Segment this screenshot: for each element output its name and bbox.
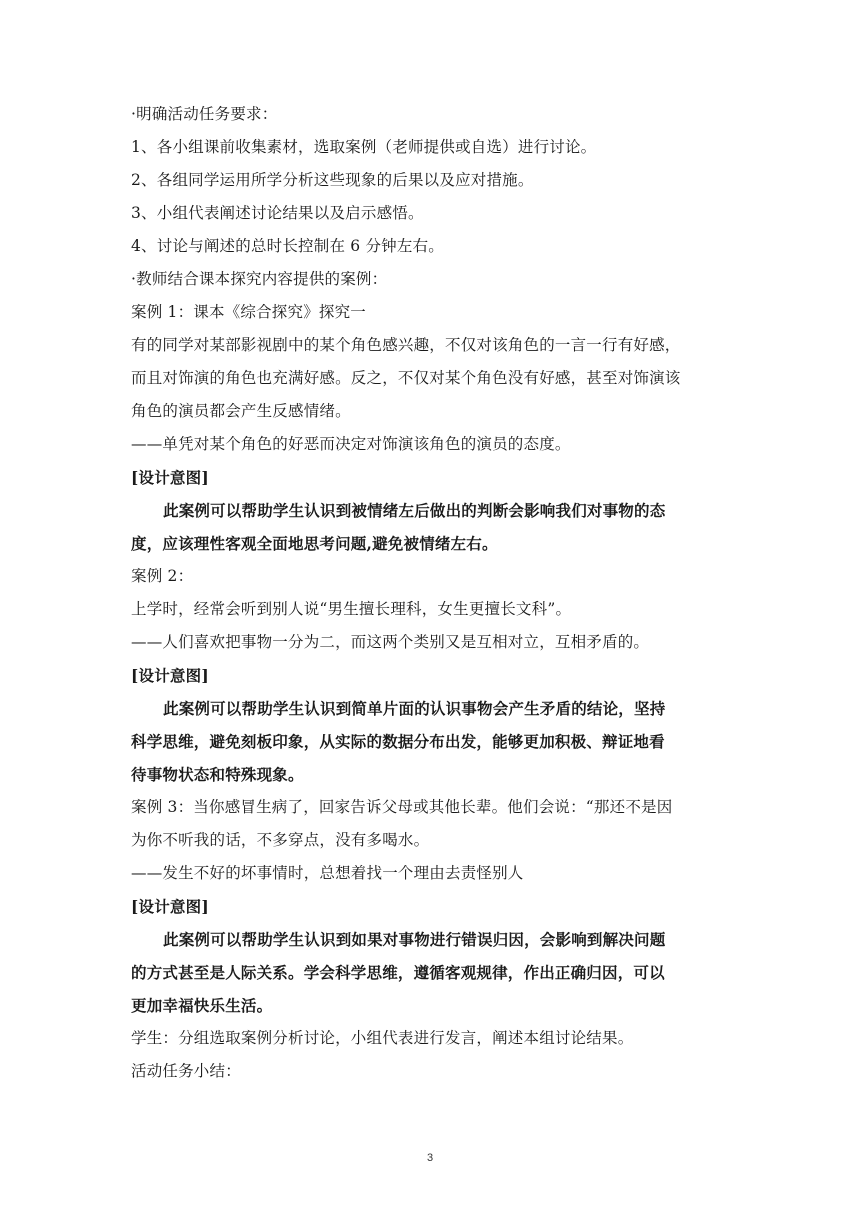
design-intent-heading: [设计意图]	[131, 666, 209, 685]
case-1-title: 案例 1：课本《综合探究》探究一	[131, 303, 366, 321]
design-intent-text: 此案例可以帮助学生认识到如果对事物进行错误归因，会影响到解决问题	[163, 930, 666, 949]
case-1-text: 而且对饰演的角色也充满好感。反之，不仅对某个角色没有好感，甚至对饰演该	[131, 369, 681, 387]
design-intent-text: 待事物状态和特殊现象。	[131, 765, 304, 784]
design-intent-heading: [设计意图]	[131, 897, 209, 916]
bullet-teacher-cases: ·教师结合课本探究内容提供的案例：	[131, 270, 388, 288]
page-body	[131, 98, 731, 1088]
design-intent-heading: [设计意图]	[131, 468, 209, 487]
requirement-1: 1、各小组课前收集素材，选取案例（老师提供或自选）进行讨论。	[131, 138, 597, 156]
design-intent-text: 的方式甚至是人际关系。学会科学思维，遵循客观规律，作出正确归因，可以	[131, 963, 665, 982]
design-intent-text: 此案例可以帮助学生认识到简单片面的认识事物会产生矛盾的结论，坚持	[163, 699, 666, 718]
requirement-4: 4、讨论与阐述的总时长控制在 6 分钟左右。	[131, 237, 444, 255]
case-2-title: 案例 2：	[131, 567, 194, 585]
design-intent-text: 科学思维，避免刻板印象，从实际的数据分布出发，能够更加积极、辩证地看	[131, 732, 665, 751]
student-activity: 学生：分组选取案例分析讨论，小组代表进行发言，阐述本组讨论结果。	[131, 1029, 634, 1047]
requirement-2: 2、各组同学运用所学分析这些现象的后果以及应对措施。	[131, 171, 534, 189]
case-1-summary: ——单凭对某个角色的好恶而决定对饰演该角色的演员的态度。	[131, 435, 571, 453]
activity-summary-heading: 活动任务小结：	[131, 1062, 241, 1080]
bullet-task-requirements: ·明确活动任务要求：	[131, 105, 278, 123]
design-intent-text: 更加幸福快乐生活。	[131, 996, 273, 1015]
requirement-3: 3、小组代表阐述讨论结果以及启示感悟。	[131, 204, 424, 222]
case-3-text: 为你不听我的话，不多穿点，没有多喝水。	[131, 831, 430, 849]
case-1-text: 有的同学对某部影视剧中的某个角色感兴趣，不仅对该角色的一言一行有好感，	[131, 336, 681, 354]
page-number: 3	[426, 1152, 434, 1164]
design-intent-text: 此案例可以帮助学生认识到被情绪左后做出的判断会影响我们对事物的态	[163, 501, 666, 520]
case-2-text: 上学时，经常会听到别人说“男生擅长理科，女生更擅长文科”。	[131, 600, 572, 618]
case-3-text: 案例 3：当你感冒生病了，回家告诉父母或其他长辈。他们会说：“那还不是因	[131, 798, 673, 816]
case-1-text: 角色的演员都会产生反感情绪。	[131, 402, 351, 420]
case-3-summary: ——发生不好的坏事情时，总想着找一个理由去责怪别人	[131, 864, 524, 882]
case-2-summary: ——人们喜欢把事物一分为二，而这两个类别又是互相对立，互相矛盾的。	[131, 633, 650, 651]
design-intent-text: 度，应该理性客观全面地思考问题,避免被情绪左右。	[131, 534, 498, 553]
